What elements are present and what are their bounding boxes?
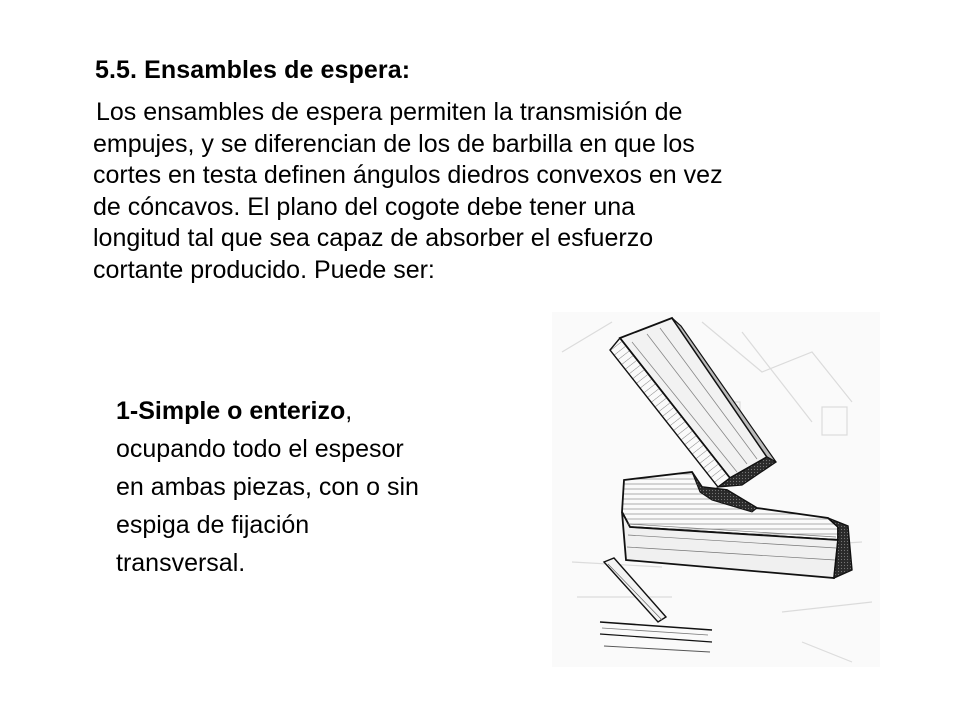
body-paragraph [93,97,905,286]
paragraph-line: cortes en testa definen ángulos diedros convexos en vez [93,161,723,189]
joint-drawing-icon [552,312,880,667]
paragraph-line: cortante producido. Puede ser: [93,255,435,284]
section-title: 5.5. Ensambles de espera: [95,56,411,84]
item-line: ocupando todo el espesor [116,435,404,463]
horizontal-timber [622,472,852,578]
paragraph-line: Los ensambles de espera permiten la transmisión de [96,98,683,126]
item-label: 1-Simple o enterizo [116,397,346,425]
item-first-line [116,392,536,430]
item-punct: , [345,397,353,425]
detail-sketch [600,558,712,652]
wood-joint-illustration [552,312,880,667]
paragraph-line: empujes, y se diferencian de los de barbilla en que los [93,129,695,158]
paragraph-line: longitud tal que sea capaz de absorber el esfuerzo [93,224,654,252]
item-line: en ambas piezas, con o sin [116,473,419,501]
paragraph-line: de cóncavos. El plano del cogote debe tener una [93,192,636,221]
item-line: transversal. [116,549,246,577]
item-line: espiga de fijación [116,511,310,539]
list-item-simple [116,392,536,582]
